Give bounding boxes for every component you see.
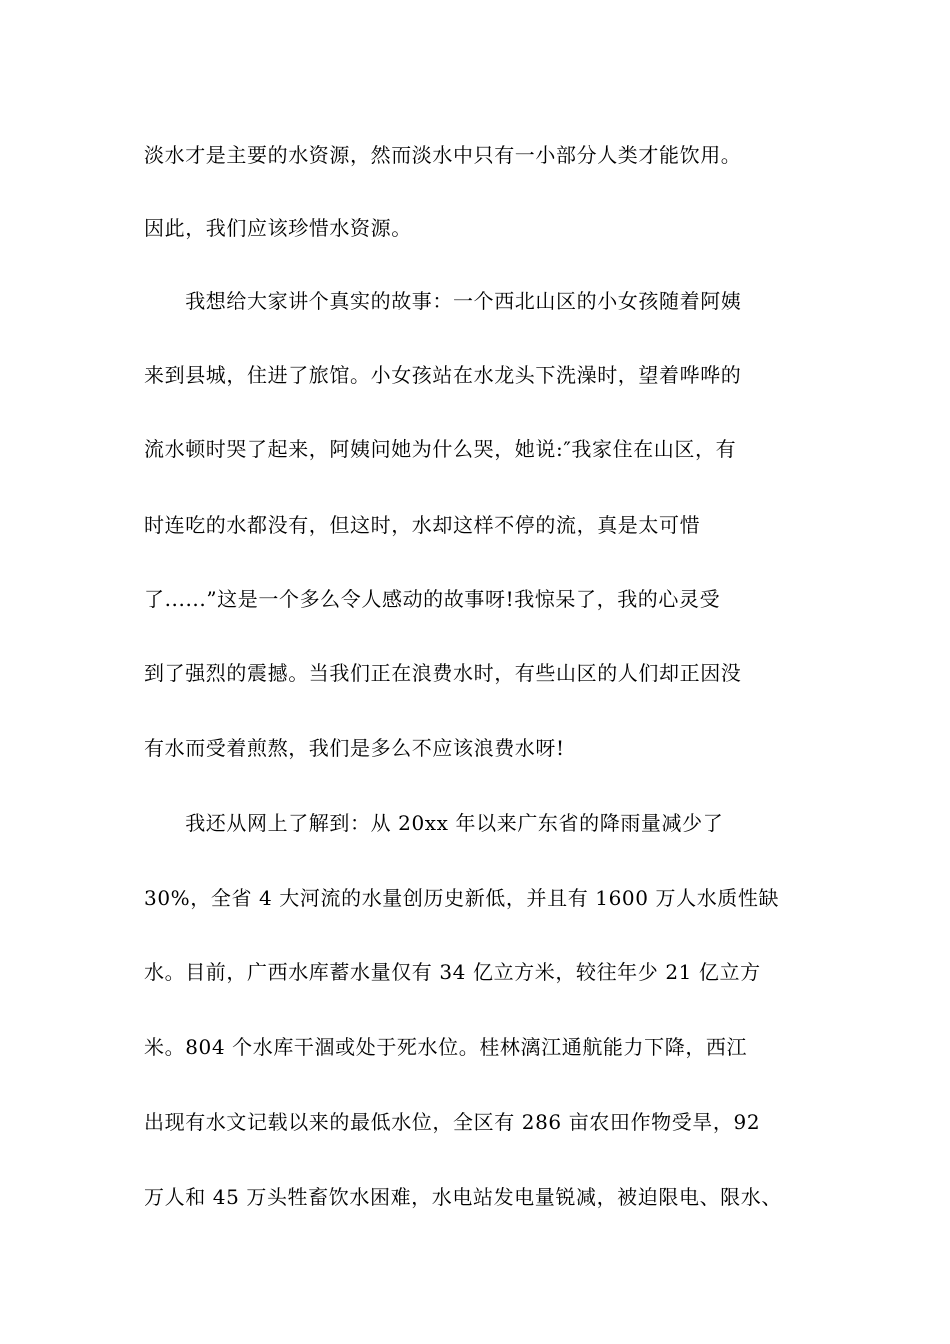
text-line-3: 我想给大家讲个真实的故事：一个西北山区的小女孩随着阿姨 [144,289,742,313]
text-line-5: 流水顿时哭了起来，阿姨问她为什么哭，她说:″我家住在山区，有 [144,437,737,461]
text-line-11: 30%，全省 4 大河流的水量创历史新低，并且有 1600 万人水质性缺 [144,886,780,910]
text-line-4: 来到县城，住进了旅馆。小女孩站在水龙头下洗澡时，望着哗哗的 [144,363,742,387]
text-line-2: 因此，我们应该珍惜水资源。 [144,216,412,240]
text-line-13: 米。804 个水库干涸或处于死水位。桂林漓江通航能力下降，西江 [144,1035,748,1059]
text-line-1: 淡水才是主要的水资源，然而淡水中只有一小部分人类才能饮用。 [144,143,742,167]
text-line-15: 万人和 45 万头牲畜饮水困难，水电站发电量锐减，被迫限电、限水、 [144,1185,782,1209]
text-line-9: 有水而受着煎熬，我们是多么不应该浪费水呀! [144,736,565,760]
text-line-8: 到了强烈的震撼。当我们正在浪费水时，有些山区的人们却正因没 [144,661,742,685]
text-line-6: 时连吃的水都没有，但这时，水却这样不停的流，真是太可惜 [144,513,701,537]
text-line-10: 我还从网上了解到：从 20xx 年以来广东省的降雨量减少了 [144,811,724,835]
text-line-14: 出现有水文记载以来的最低水位，全区有 286 亩农田作物受旱，92 [144,1110,761,1134]
text-line-12: 水。目前，广西水库蓄水量仅有 34 亿立方米，较往年少 21 亿立方 [144,960,761,984]
text-line-7: 了......”这是一个多么令人感动的故事呀!我惊呆了，我的心灵受 [144,587,721,611]
